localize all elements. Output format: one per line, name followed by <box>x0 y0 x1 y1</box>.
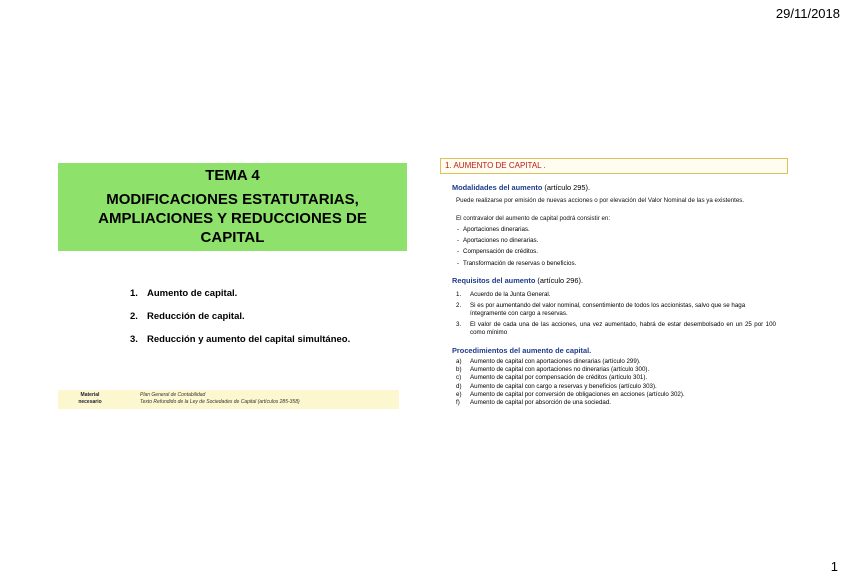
tema-label: TEMA 4 <box>205 167 260 184</box>
slide-title: MODIFICACIONES ESTATUTARIAS, AMPLIACIONES Y REDUCCIONES DE CAPITAL <box>98 191 367 246</box>
list-item <box>456 358 685 366</box>
list-letter: b) <box>456 366 462 374</box>
list-item: - Aportaciones no dinerarias. <box>463 235 576 246</box>
list-number: 1. <box>456 291 462 298</box>
material-item: Texto Refundido de la Ley de Sociedades de Capital (artículos 285-358) <box>140 399 300 405</box>
list-item: - Aportaciones dinerarias. <box>463 224 576 235</box>
list-text: Aumento de capital con aportaciones no dinerarias (artículo 300). <box>470 366 650 374</box>
procedimientos-heading: Procedimientos del aumento de capital. <box>452 346 592 355</box>
list-letter: c) <box>456 374 462 382</box>
list-item <box>456 291 776 299</box>
list-text: Si es por aumentando del valor nominal, consentimiento de todos los accionistas, salvo que se haga íntegramente con cargo a reservas. <box>470 302 746 317</box>
toc-item <box>130 288 350 311</box>
material-label-line: necesario <box>78 399 102 405</box>
material-list <box>140 392 300 406</box>
list-letter: a) <box>456 358 462 365</box>
list-text: Aumento de capital con aportaciones dinerarias (artículo 299). <box>470 358 641 365</box>
requisitos-title: Requisitos del aumento <box>452 276 536 285</box>
toc-number: 1. <box>130 288 138 299</box>
requisitos-list <box>456 291 776 337</box>
modalidades-heading <box>452 183 590 192</box>
toc-text: Reducción de capital. <box>147 311 245 322</box>
page-number: 1 <box>830 559 838 574</box>
list-text: Acuerdo de la Junta General. <box>470 291 551 298</box>
list-text: El valor de cada una de las acciones, una vez aumentado, habrá de estar desembolsado en un 25 por 100 como mínimo <box>470 321 776 336</box>
list-text: Aumento de capital por compensación de créditos (artículo 301). <box>470 374 648 382</box>
toc-text: Aumento de capital. <box>147 288 238 299</box>
list-text: Aumento de capital por absorción de una sociedad. <box>470 399 612 407</box>
requisitos-heading <box>452 276 583 285</box>
list-letter: f) <box>456 399 460 407</box>
list-text: Aumento de capital por conversión de obligaciones en acciones (artículo 302). <box>470 390 685 398</box>
list-item <box>456 302 776 318</box>
list-number: 2. <box>456 302 462 309</box>
material-label-line: Material <box>80 392 100 398</box>
toc-item <box>130 311 350 334</box>
list-item: - Transformación de reservas o beneficios. <box>463 258 576 269</box>
requisitos-article: (artículo 296). <box>535 276 584 285</box>
material-label <box>72 392 108 406</box>
material-note <box>58 390 399 409</box>
list-item: - Compensación de créditos. <box>463 246 576 257</box>
toc-text: Reducción y aumento del capital simultáneo. <box>147 334 351 345</box>
header-date: 29/11/2018 <box>775 6 840 21</box>
toc-number: 2. <box>130 311 138 322</box>
toc-item <box>130 334 350 357</box>
list-text: Aumento de capital con cargo a reservas y beneficios (artículo 303). <box>470 382 657 390</box>
toc-number: 3. <box>130 334 138 345</box>
list-item <box>456 366 685 374</box>
list-item <box>456 391 685 399</box>
list-letter: d) <box>456 382 462 390</box>
list-item <box>456 374 685 382</box>
list-number: 3. <box>456 321 462 328</box>
material-item: Plan General de Contabilidad <box>140 392 206 398</box>
list-item <box>456 383 685 391</box>
list-letter: e) <box>456 390 462 398</box>
section-heading: 1. AUMENTO DE CAPITAL . <box>445 161 546 170</box>
title-box <box>58 163 407 251</box>
list-item <box>456 399 685 407</box>
modalidades-paragraph: El contravalor del aumento de capital podrá consistir en: <box>456 215 611 222</box>
modalidades-article: (artículo 295). <box>542 183 591 192</box>
table-of-contents <box>130 288 350 357</box>
procedimientos-list <box>456 358 685 407</box>
list-item <box>456 321 776 337</box>
modalidades-paragraph: Puede realizarse por emisión de nuevas acciones o por elevación del Valor Nominal de las ya existentes. <box>456 197 745 204</box>
section-heading-box <box>440 158 788 174</box>
contravalor-list <box>463 224 576 269</box>
modalidades-title: Modalidades del aumento <box>452 183 543 192</box>
